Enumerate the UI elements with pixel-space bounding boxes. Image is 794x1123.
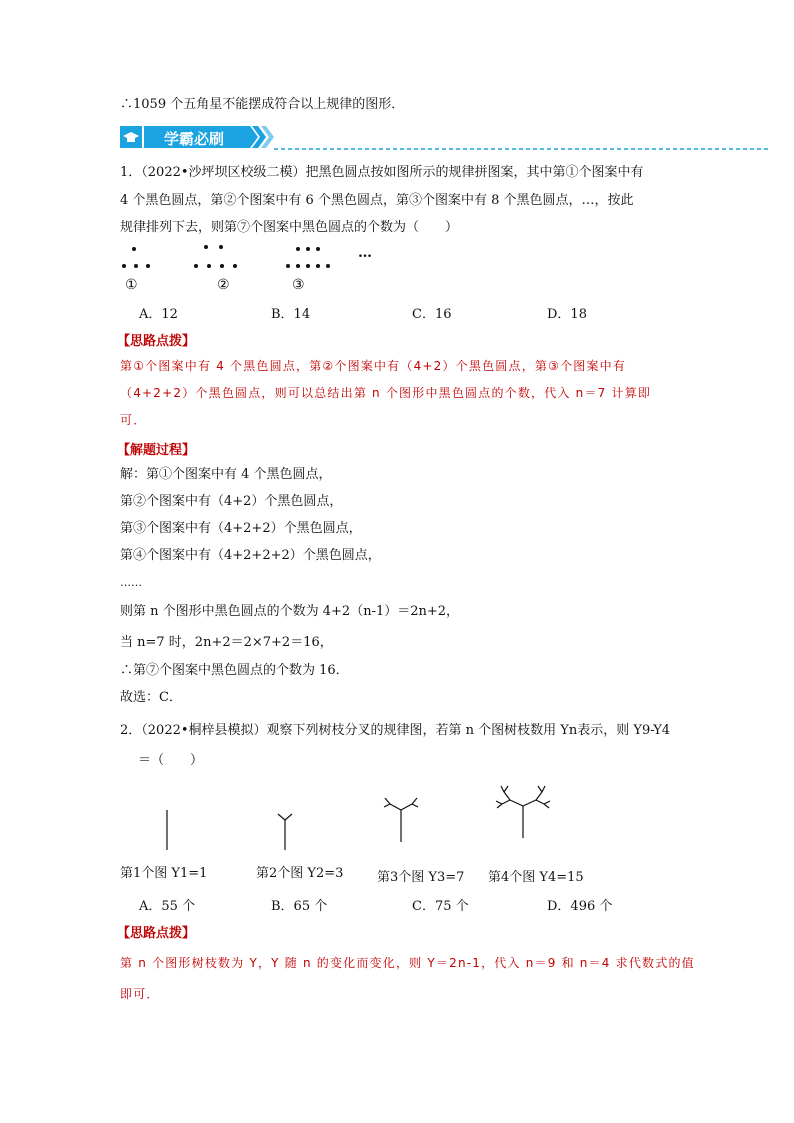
q2-option-d: D．496 个 (547, 899, 613, 914)
figure-label-3: ③ (292, 277, 305, 293)
figure-dot (306, 264, 310, 268)
q1-hint-line1: 第①个图案中有 4 个黑色圆点，第②个图案中有（4+2）个黑色圆点，第③个图案中有 (120, 359, 627, 373)
q1-option-d: D．18 (547, 307, 587, 322)
tree-caption-1: 第1个图 Y1=1 (120, 866, 208, 881)
q1-solution-line: …… (120, 576, 142, 589)
q2-hint-title: 【思路点拨】 (117, 926, 196, 941)
q1-solution-line: 第②个图案中有（4+2）个黑色圆点， (120, 494, 343, 509)
figure-dot (132, 247, 136, 251)
q2-stem-line1: 2．（2022•桐梓县模拟）观察下列树枝分叉的规律图，若第 n 个图树枝数用 Yn表示，则 Y9-Y4 (120, 723, 671, 738)
q1-stem-line3: 规律排列下去，则第⑦个图案中黑色圆点的个数为（ ） (120, 220, 459, 235)
figure-dot (146, 264, 150, 268)
figure-dot (296, 247, 300, 251)
figure-dot (316, 247, 320, 251)
q1-option-b: B．14 (271, 307, 311, 322)
q2-option-b: B．65 个 (271, 899, 328, 914)
q1-solution-line: 第③个图案中有（4+2+2）个黑色圆点， (120, 521, 362, 536)
figure-label-2: ② (217, 277, 230, 293)
q1-solution-line: 当 n=7 时，2n+2＝2×7+2＝16， (120, 635, 333, 650)
tree-2-branch (285, 814, 292, 820)
q1-solution-title: 【解题过程】 (117, 443, 196, 458)
q1-solution-line: ∴第⑦个图案中黑色圆点的个数为 16． (120, 663, 349, 678)
figure-dot (204, 245, 208, 249)
figure-dot (219, 245, 223, 249)
tree-caption-3: 第3个图 Y3=7 (377, 870, 465, 885)
q1-option-c: C．16 (412, 307, 452, 322)
figure-dot (134, 264, 138, 268)
figure-dot (286, 264, 290, 268)
q2-stem-line2: ＝（ ） (138, 753, 204, 768)
figure-dot (306, 247, 310, 251)
q2-hint-line2: 即可． (120, 987, 160, 1001)
figure-dot (194, 264, 198, 268)
q1-solution-line: 解：第①个图案中有 4 个黑色圆点， (120, 467, 332, 482)
tree-caption-4: 第4个图 Y4=15 (488, 870, 584, 885)
q1-option-a: A．12 (139, 307, 178, 322)
q1-hint-line2: （4+2+2）个黑色圆点，则可以总结出第 n 个图形中黑色圆点的个数，代入 n＝7 计算即 (120, 386, 652, 400)
q2-hint-line1: 第 n 个图形树枝数为 Y，Y 随 n 的变化而变化，则 Y＝2n-1，代入 n＝9 和 n＝4 求代数式的值 (120, 956, 695, 970)
q1-stem-line2: 4 个黑色圆点，第②个图案中有 6 个黑色圆点，第③个图案中有 8 个黑色圆点，…，按此 (120, 193, 634, 208)
q1-answer-line: 故选：C． (120, 690, 182, 705)
banner-title: 学霸必刷 (164, 130, 225, 148)
figure-dot (122, 264, 126, 268)
q2-option-a: A．55 个 (139, 899, 196, 914)
figure-dot (316, 264, 320, 268)
q1-hint-line3: 可． (120, 413, 147, 427)
q1-hint-title: 【思路点拨】 (117, 334, 196, 349)
figure-dot (220, 264, 224, 268)
figure-dot (233, 264, 237, 268)
figure-dot (207, 264, 211, 268)
tree-caption-2: 第2个图 Y2=3 (256, 866, 344, 881)
figure-dot (326, 264, 330, 268)
q1-stem-line1: 1．（2022•沙坪坝区校级二模）把黑色圆点按如图所示的规律拼图案，其中第①个图案中有 (120, 165, 644, 180)
figure-dot (296, 264, 300, 268)
section-banner (120, 124, 770, 150)
figure-ellipsis: … (358, 245, 372, 261)
q1-solution-line: 则第 n 个图形中黑色圆点的个数为 4+2（n-1）＝2n+2， (120, 604, 460, 619)
tree-2-branch (278, 814, 285, 820)
q2-option-c: C．75 个 (412, 899, 469, 914)
figure-label-1: ① (125, 277, 138, 293)
q1-solution-line: 第④个图案中有（4+2+2+2）个黑色圆点， (120, 548, 381, 563)
q2-tree-figures (120, 780, 600, 860)
previous-conclusion-line: ∴1059 个五角星不能摆成符合以上规律的图形． (120, 97, 405, 112)
